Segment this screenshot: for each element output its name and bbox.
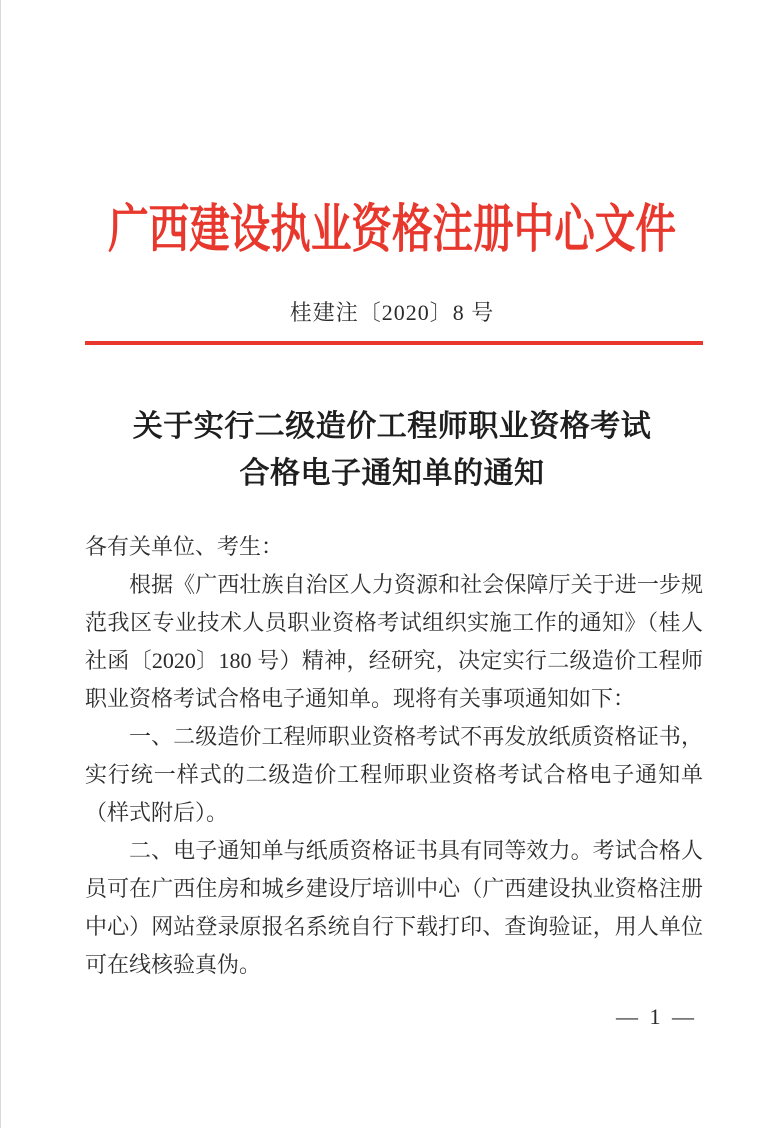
red-divider-line bbox=[85, 341, 703, 345]
letterhead-org-title: 广西建设执业资格注册中心文件 bbox=[108, 202, 676, 259]
document-number: 桂建注〔2020〕8 号 bbox=[289, 300, 495, 325]
paragraph-item-1: 一、二级造价工程师职业资格考试不再发放纸质资格证书，实行统一样式的二级造价工程师职业资格考试合格电子通知单（样式附后）。 bbox=[85, 724, 703, 825]
document-title-line2: 合格电子通知单的通知 bbox=[239, 457, 545, 490]
document-title bbox=[1, 403, 783, 497]
document-title-line1: 关于实行二级造价工程师职业资格考试 bbox=[132, 410, 652, 443]
paragraph-basis: 根据《广西壮族自治区人力资源和社会保障厅关于进一步规范我区专业技术人员职业资格考试组织实施工作的通知》（桂人社函〔2020〕180 号）精神，经研究，决定实行二级造价工程师职业资格考试合格电子通知单。现将有关事项通知如下： bbox=[85, 572, 703, 711]
salutation: 各有关单位、考生： bbox=[85, 534, 284, 559]
paragraph-item-2: 二、电子通知单与纸质资格证书具有同等效力。考试合格人员可在广西住房和城乡建设厅培训中心（广西建设执业资格注册中心）网站登录原报名系统自行下载打印、查询验证，用人单位可在线核验真伪。 bbox=[85, 838, 703, 977]
document-body bbox=[85, 528, 703, 984]
page-number: — 1 — bbox=[616, 1004, 697, 1029]
